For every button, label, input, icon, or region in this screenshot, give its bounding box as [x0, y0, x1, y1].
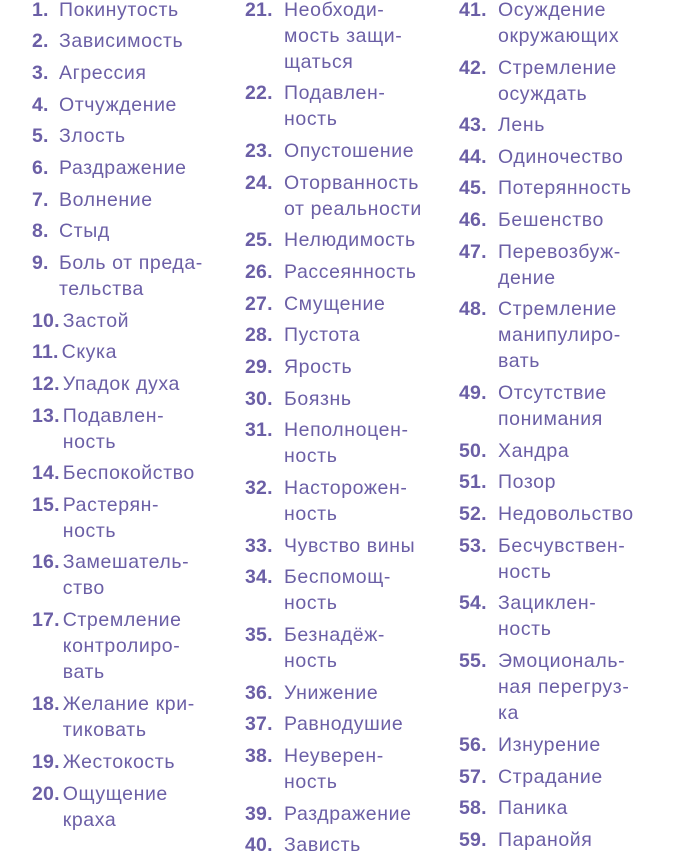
list-item: [459, 296, 621, 374]
item-text: [498, 239, 621, 291]
item-text-line: Стремление: [498, 57, 617, 79]
item-number: 49.: [459, 382, 487, 404]
item-number: 11.: [32, 341, 59, 363]
item-text: [284, 743, 384, 795]
item-text: [63, 749, 175, 775]
item-number: 36.: [245, 682, 273, 704]
item-text: [59, 218, 110, 244]
list-item: [32, 28, 183, 54]
item-text-line: Хандра: [498, 440, 570, 462]
list-item: [459, 380, 607, 432]
item-text-line: Смущение: [284, 293, 386, 315]
item-number: 17.: [32, 609, 60, 631]
item-text: [498, 55, 617, 107]
list-item: [245, 680, 378, 706]
item-text: [284, 475, 407, 527]
list-item: [245, 386, 352, 412]
item-number: 42.: [459, 57, 487, 79]
item-text: [284, 801, 412, 827]
item-number: 47.: [459, 241, 487, 263]
list-item: [245, 564, 391, 616]
item-number: 51.: [459, 471, 487, 493]
item-text-line: Бесчувствен-: [498, 535, 626, 557]
item-text-line: Стремление: [62, 609, 182, 631]
item-text-line: Насторожен-: [284, 477, 408, 499]
item-text: [284, 533, 415, 559]
item-number: 1.: [32, 0, 49, 21]
item-text-line: дение: [498, 267, 556, 289]
item-text-line: ность: [498, 618, 552, 640]
item-text: [498, 795, 568, 821]
list-item: [459, 0, 619, 49]
item-text: [59, 123, 126, 149]
item-text-line: Неполноцен-: [284, 419, 409, 441]
list-item: [32, 549, 189, 601]
list-item: [245, 743, 384, 795]
item-text-line: Необходи-: [284, 0, 385, 21]
list-item: [245, 354, 352, 380]
list-item: [245, 80, 385, 132]
item-number: 56.: [459, 734, 487, 756]
list-item: [245, 138, 414, 164]
list-item: [459, 590, 596, 642]
item-text: [498, 590, 596, 642]
item-text: [284, 417, 409, 469]
item-text: [63, 460, 195, 486]
list-item: [32, 155, 187, 181]
list-item: [32, 123, 126, 149]
item-text: [498, 827, 592, 853]
list-item: [245, 533, 415, 559]
item-text-line: Раздражение: [59, 157, 187, 179]
item-number: 43.: [459, 114, 487, 136]
item-text-line: Одиночество: [498, 146, 624, 168]
item-number: 54.: [459, 592, 487, 614]
item-text-line: Агрессия: [59, 62, 147, 84]
list-item: [459, 55, 617, 107]
item-text-line: вать: [62, 661, 105, 683]
item-text-line: Осуждение: [498, 0, 607, 21]
item-text-line: Отчуждение: [59, 94, 178, 116]
item-text-line: Паника: [498, 797, 568, 819]
list-item: [32, 60, 147, 86]
list-item: [32, 371, 180, 397]
item-text-line: тиковать: [62, 719, 147, 741]
list-item: [32, 781, 168, 833]
item-text-line: щаться: [284, 51, 354, 73]
item-text-line: Отсутствие: [498, 382, 607, 404]
item-text-line: Боль от преда-: [59, 252, 203, 274]
item-text-line: Растерян-: [62, 494, 160, 516]
item-text: [63, 403, 164, 455]
item-text: [59, 0, 179, 23]
list-item: [32, 187, 153, 213]
item-text: [63, 691, 195, 743]
item-text-line: Страдание: [498, 766, 603, 788]
item-text-line: Пустота: [284, 324, 361, 346]
item-text: [498, 501, 634, 527]
item-number: 53.: [459, 535, 487, 557]
item-number: 37.: [245, 713, 273, 735]
list-item: [459, 501, 634, 527]
item-text: [59, 155, 187, 181]
item-text: [59, 187, 153, 213]
item-text: [498, 380, 607, 432]
item-number: 2.: [32, 30, 49, 52]
list-item: [32, 92, 177, 118]
item-text-line: Стремление: [498, 298, 617, 320]
list-item: [459, 827, 592, 853]
item-text-line: Боязнь: [284, 388, 352, 410]
item-text: [62, 339, 117, 365]
list-item: [459, 175, 632, 201]
item-text-line: ка: [498, 702, 520, 724]
item-text-line: Замешатель-: [62, 551, 190, 573]
item-text-line: окружающих: [498, 25, 620, 47]
list-item: [245, 832, 361, 858]
item-number: 25.: [245, 229, 273, 251]
item-number: 16.: [32, 551, 60, 573]
item-text-line: Злость: [59, 125, 126, 147]
item-text-line: Упадок духа: [62, 373, 180, 395]
item-text: [498, 296, 621, 374]
item-number: 50.: [459, 440, 487, 462]
item-text-line: Раздражение: [284, 803, 412, 825]
item-number: 44.: [459, 146, 487, 168]
item-text: [284, 291, 385, 317]
item-number: 40.: [245, 834, 273, 856]
list-item: [459, 533, 625, 585]
list-item: [245, 0, 402, 75]
item-text-line: от реальности: [284, 198, 422, 220]
item-text-line: Беспокойство: [62, 462, 195, 484]
item-text-line: Зациклен-: [498, 592, 597, 614]
item-text-line: Равнодушие: [284, 713, 404, 735]
item-text-line: ность: [284, 771, 338, 793]
list-item: [245, 170, 422, 222]
item-text: [63, 549, 189, 601]
item-text-line: ность: [284, 445, 338, 467]
item-text: [498, 112, 545, 138]
item-text-line: Зависть: [284, 834, 361, 856]
list-item: [459, 795, 568, 821]
item-text-line: Застой: [62, 310, 130, 332]
item-text-line: Зависимость: [59, 30, 184, 52]
item-number: 18.: [32, 693, 60, 715]
item-text-line: Унижение: [284, 682, 379, 704]
item-text-line: Лень: [498, 114, 545, 136]
list-item: [459, 469, 556, 495]
item-text: [284, 322, 360, 348]
item-number: 13.: [32, 405, 60, 427]
item-text-line: Желание кри-: [62, 693, 195, 715]
list-item: [459, 239, 621, 291]
list-item: [32, 403, 164, 455]
item-text: [498, 175, 632, 201]
list-item: [459, 438, 569, 464]
item-text: [63, 308, 129, 334]
item-text-line: Изнурение: [498, 734, 601, 756]
list-item: [32, 218, 110, 244]
item-number: 9.: [32, 252, 49, 274]
item-number: 33.: [245, 535, 273, 557]
item-text: [63, 781, 168, 833]
item-number: 23.: [245, 140, 273, 162]
item-text-line: Жестокость: [62, 751, 176, 773]
item-number: 58.: [459, 797, 487, 819]
list-item: [32, 308, 129, 334]
item-text-line: Скука: [61, 341, 118, 363]
item-number: 55.: [459, 650, 487, 672]
item-text-line: ность: [62, 520, 117, 542]
item-text-line: вать: [498, 350, 541, 372]
item-text-line: Чувство вины: [284, 535, 416, 557]
item-number: 41.: [459, 0, 487, 21]
item-text: [284, 354, 352, 380]
item-text-line: Рассеянность: [284, 261, 417, 283]
list-item: [32, 460, 195, 486]
item-text: [284, 227, 416, 253]
list-item: [245, 801, 412, 827]
list-item: [245, 711, 403, 737]
item-number: 12.: [32, 373, 60, 395]
item-number: 32.: [245, 477, 273, 499]
item-number: 4.: [32, 94, 49, 116]
item-text: [498, 732, 601, 758]
item-text-line: Подавлен-: [62, 405, 165, 427]
item-text-line: ная перегруз-: [498, 676, 630, 698]
item-text: [284, 138, 414, 164]
item-number: 45.: [459, 177, 487, 199]
item-text: [63, 607, 182, 685]
list-item: [245, 322, 360, 348]
item-number: 15.: [32, 494, 60, 516]
item-text: [498, 144, 623, 170]
item-text-line: Недовольство: [498, 503, 634, 525]
item-text-line: Паранойя: [498, 829, 593, 851]
item-number: 30.: [245, 388, 273, 410]
item-text: [498, 438, 569, 464]
item-number: 22.: [245, 82, 273, 104]
item-text: [59, 92, 177, 118]
item-text-line: манипулиро-: [498, 324, 621, 346]
item-text: [284, 170, 422, 222]
list-item: [245, 259, 417, 285]
item-text-line: ность: [284, 592, 338, 614]
item-number: 7.: [32, 189, 49, 211]
item-text-line: Опустошение: [284, 140, 415, 162]
list-item: [245, 475, 407, 527]
list-item: [32, 250, 203, 302]
item-text-line: Безнадёж-: [284, 624, 385, 646]
item-number: 57.: [459, 766, 487, 788]
item-text-line: Позор: [498, 471, 557, 493]
item-text-line: ность: [284, 503, 338, 525]
item-text: [498, 648, 629, 726]
list-item: [32, 691, 195, 743]
item-text: [498, 764, 603, 790]
item-text-line: Покинутость: [59, 0, 179, 21]
item-text: [498, 207, 604, 233]
item-number: 20.: [32, 783, 60, 805]
list-item: [459, 207, 604, 233]
item-text: [284, 259, 417, 285]
item-text-line: тельства: [59, 278, 144, 300]
list-item: [32, 492, 159, 544]
item-text: [284, 680, 378, 706]
item-text-line: Стыд: [59, 220, 110, 242]
list-item: [32, 607, 182, 685]
item-text: [284, 80, 385, 132]
item-text: [63, 492, 159, 544]
item-text-line: краха: [62, 809, 117, 831]
item-text-line: Волнение: [59, 189, 153, 211]
item-text: [284, 711, 403, 737]
item-number: 52.: [459, 503, 487, 525]
item-text-line: ность: [62, 431, 117, 453]
item-number: 5.: [32, 125, 49, 147]
item-text-line: Потерянность: [498, 177, 632, 199]
item-text-line: Подавлен-: [284, 82, 386, 104]
item-text: [498, 469, 556, 495]
item-text: [59, 250, 203, 302]
item-text: [284, 622, 385, 674]
item-text-line: Беспомощ-: [284, 566, 391, 588]
item-number: 35.: [245, 624, 273, 646]
item-number: 28.: [245, 324, 273, 346]
item-text: [284, 386, 352, 412]
list-item: [32, 749, 175, 775]
list-item: [32, 339, 117, 365]
item-number: 24.: [245, 172, 273, 194]
item-text-line: контролиро-: [62, 635, 181, 657]
item-text-line: Бешенство: [498, 209, 604, 231]
item-text: [59, 60, 147, 86]
item-text-line: Ощущение: [62, 783, 168, 805]
item-number: 3.: [32, 62, 49, 84]
item-text: [284, 832, 361, 858]
item-number: 21.: [245, 0, 273, 21]
item-number: 26.: [245, 261, 273, 283]
item-number: 38.: [245, 745, 273, 767]
item-number: 31.: [245, 419, 273, 441]
item-text: [498, 533, 625, 585]
list-item: [459, 648, 629, 726]
item-text-line: ность: [284, 108, 338, 130]
list-item: [459, 144, 623, 170]
item-text: [498, 0, 619, 49]
item-number: 8.: [32, 220, 49, 242]
item-number: 29.: [245, 356, 273, 378]
item-number: 39.: [245, 803, 273, 825]
list-item: [245, 417, 409, 469]
item-text-line: понимания: [498, 408, 603, 430]
item-text-line: Неуверен-: [284, 745, 384, 767]
item-text: [63, 371, 180, 397]
item-text-line: ность: [498, 561, 552, 583]
item-number: 14.: [32, 462, 60, 484]
item-text-line: Нелюдимость: [284, 229, 416, 251]
list-item: [245, 227, 416, 253]
item-number: 59.: [459, 829, 487, 851]
item-text-line: Ярость: [284, 356, 353, 378]
list-item: [245, 291, 385, 317]
item-text-line: Эмоциональ-: [498, 650, 626, 672]
list-item: [459, 112, 545, 138]
item-number: 19.: [32, 751, 60, 773]
item-text-line: Оторванность: [284, 172, 419, 194]
item-text: [284, 564, 391, 616]
item-text-line: Перевозбуж-: [498, 241, 621, 263]
item-number: 46.: [459, 209, 487, 231]
item-number: 6.: [32, 157, 49, 179]
item-text: [284, 0, 402, 75]
list-item: [245, 622, 385, 674]
item-text: [59, 28, 183, 54]
list-item: [459, 732, 601, 758]
item-number: 34.: [245, 566, 273, 588]
list-item: [459, 764, 603, 790]
item-number: 48.: [459, 298, 487, 320]
item-number: 10.: [32, 310, 60, 332]
item-text-line: осуждать: [498, 83, 588, 105]
item-text-line: ство: [62, 577, 105, 599]
list-item: [32, 0, 179, 23]
item-text-line: мость защи-: [284, 25, 403, 47]
item-text-line: ность: [284, 650, 338, 672]
item-number: 27.: [245, 293, 273, 315]
